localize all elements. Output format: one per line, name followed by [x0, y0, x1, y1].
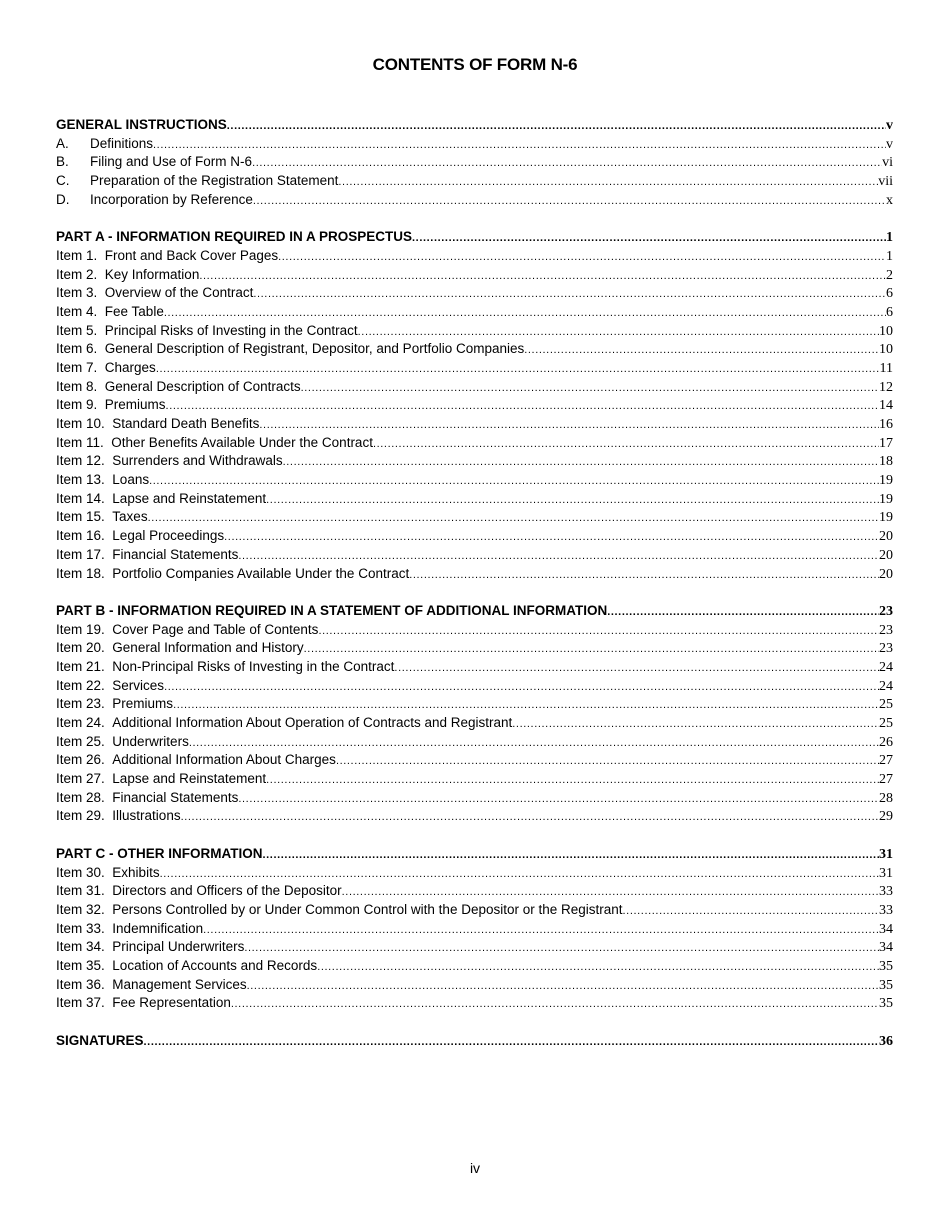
toc-entry[interactable]: [56, 322, 893, 341]
toc-entry-label: [56, 303, 164, 322]
toc-entry-number: Item 18.: [56, 565, 105, 581]
toc-entry-title: Lapse and Reinstatement: [112, 771, 267, 787]
toc-entry[interactable]: [56, 789, 893, 808]
page-reference: 23: [879, 603, 893, 619]
page-reference: 24: [879, 678, 893, 694]
dot-leader: [238, 547, 879, 565]
toc-entry[interactable]: [56, 247, 893, 266]
toc-entry-number: Item 25.: [56, 733, 105, 749]
toc-section: [56, 845, 893, 1013]
page-reference: 19: [879, 491, 893, 507]
toc-entry[interactable]: [56, 733, 893, 752]
toc-entry-number: Item 19.: [56, 621, 105, 637]
page-reference: 20: [879, 529, 893, 545]
toc-entry[interactable]: [56, 284, 893, 303]
dot-leader: [409, 566, 879, 584]
page-reference: 31: [879, 846, 893, 862]
toc-entry-title: Standard Death Benefits: [112, 416, 260, 431]
section-heading-label: PART A - INFORMATION REQUIRED IN A PROSPECTUS: [56, 229, 413, 245]
page-reference: 14: [879, 398, 893, 414]
dot-leader: [252, 154, 882, 172]
toc-entry-label: [56, 546, 238, 565]
page-reference: 24: [879, 659, 893, 675]
toc-entry[interactable]: [56, 266, 893, 285]
page-reference: 29: [879, 809, 893, 825]
toc-entry-title: Charges: [104, 359, 156, 375]
toc-entry-label: [56, 508, 148, 527]
dot-leader: [283, 453, 879, 471]
toc-entry-number: Item 22.: [56, 677, 105, 693]
dot-leader: [253, 192, 886, 210]
toc-entry-number: Item 36.: [56, 976, 105, 992]
toc-entry[interactable]: [56, 565, 893, 584]
page-reference: 6: [886, 286, 893, 302]
toc-entry[interactable]: [56, 957, 893, 976]
page-reference: 16: [879, 417, 893, 432]
toc-entry-title: Location of Accounts and Records: [112, 957, 318, 973]
toc-entry[interactable]: [56, 490, 893, 509]
toc-entry[interactable]: [56, 920, 893, 939]
toc-entry-number: Item 12.: [56, 453, 105, 469]
dot-leader: [358, 323, 879, 341]
page-reference: 1: [886, 248, 893, 264]
toc-entry[interactable]: [56, 359, 893, 378]
page-reference: v: [886, 136, 893, 152]
page-reference: 28: [879, 790, 893, 806]
page-reference: vi: [882, 155, 893, 171]
toc-entry[interactable]: [56, 938, 893, 957]
dot-leader: [238, 790, 879, 808]
dot-leader: [318, 622, 879, 640]
toc-entry[interactable]: [56, 378, 893, 397]
toc-entry-label: [56, 322, 358, 341]
toc-entry-label: [56, 751, 336, 770]
dot-leader: [181, 808, 879, 826]
page-reference: 26: [879, 734, 893, 750]
toc-entry-number: Item 33.: [56, 920, 105, 936]
toc-entry[interactable]: [56, 751, 893, 770]
dot-leader: [266, 491, 879, 509]
dot-leader: [160, 865, 879, 883]
toc-entry-label: [56, 340, 524, 359]
toc-entry-title: Services: [112, 677, 165, 693]
toc-entry-label: [56, 172, 338, 191]
toc-entry-label: [56, 677, 164, 696]
page-reference: 19: [879, 510, 893, 526]
section-heading-label: PART B - INFORMATION REQUIRED IN A STATEMENT OF ADDITIONAL INFORMATION: [56, 602, 608, 618]
toc-entry-label: [56, 247, 278, 266]
toc-entry-title: Illustrations: [112, 808, 181, 824]
dot-leader: [524, 341, 879, 359]
toc-entry-title: General Description of Registrant, Depositor, and Portfolio Companies: [104, 341, 525, 357]
section-heading-label: PART C - OTHER INFORMATION: [56, 845, 263, 861]
toc-entry-number: Item 9.: [56, 397, 98, 413]
toc-entry[interactable]: [56, 882, 893, 901]
toc-entry-number: Item 2.: [56, 266, 98, 282]
dot-leader: [203, 921, 879, 939]
toc-entry-number: Item 16.: [56, 528, 105, 544]
toc-entry-number: Item 24.: [56, 715, 105, 730]
toc-entry-number: Item 14.: [56, 490, 105, 506]
toc-entry-label: [56, 135, 153, 154]
toc-entry[interactable]: [56, 527, 893, 546]
toc-entry-number: Item 6.: [56, 341, 98, 357]
dot-leader: [144, 1033, 879, 1051]
page-reference: 34: [879, 921, 893, 937]
toc-entry-number: Item 29.: [56, 808, 105, 824]
toc-entry-title: Indemnification: [112, 920, 204, 936]
toc-entry-number: C.: [56, 173, 70, 189]
toc-entry-title: Persons Controlled by or Under Common Control with the Depositor or the Registrant: [112, 901, 623, 917]
toc-entry[interactable]: [56, 303, 893, 322]
page-reference: 27: [879, 772, 893, 788]
toc-entry[interactable]: [56, 807, 893, 826]
toc-entry-label: [56, 415, 259, 434]
toc-entry-number: Item 8.: [56, 378, 98, 394]
dot-leader: [259, 416, 879, 434]
dot-leader: [373, 435, 879, 453]
toc-entry[interactable]: [56, 153, 893, 172]
page-reference: 23: [879, 622, 893, 638]
toc-entry-title: Fee Representation: [112, 995, 231, 1011]
page-reference: 33: [879, 902, 893, 918]
dot-leader: [512, 715, 879, 733]
toc-entry-title: Filing and Use of Form N-6: [90, 154, 253, 170]
toc-entry-title: Key Information: [104, 266, 200, 282]
toc-entry-title: Portfolio Companies Available Under the Contract: [112, 565, 410, 581]
toc-entry-title: Principal Underwriters: [112, 939, 245, 955]
toc-entry-title: Exhibits: [112, 864, 160, 880]
toc-entry[interactable]: [56, 452, 893, 471]
toc-entry[interactable]: [56, 994, 893, 1013]
section-heading-label: SIGNATURES: [56, 1032, 144, 1048]
toc-entry-title: Legal Proceedings: [112, 528, 225, 544]
page-reference: 33: [879, 884, 893, 900]
toc-entry[interactable]: [56, 677, 893, 696]
toc-section: [56, 1032, 893, 1051]
dot-leader: [224, 528, 879, 546]
page-reference: 35: [879, 958, 893, 974]
page-reference: 10: [879, 342, 893, 358]
toc-entry-number: Item 30.: [56, 864, 105, 880]
toc-entry-title: Financial Statements: [112, 546, 239, 562]
toc-entry-label: [56, 957, 317, 976]
page-reference: 27: [879, 753, 893, 769]
toc-entry-label: [56, 658, 394, 677]
toc-entry-title: Preparation of the Registration Statement: [90, 173, 339, 189]
dot-leader: [338, 173, 878, 191]
toc-entry[interactable]: [56, 658, 893, 677]
toc-entry-label: [56, 153, 252, 172]
dot-leader: [156, 360, 880, 378]
toc-entry-title: Management Services: [112, 976, 247, 992]
toc-entry-label: [56, 789, 238, 808]
toc-entry-number: Item 17.: [56, 546, 105, 562]
toc-entry-label: [56, 901, 623, 920]
toc-entry-label: [56, 490, 266, 509]
toc-section-heading[interactable]: [56, 602, 893, 621]
toc-entry-number: B.: [56, 154, 69, 170]
page-reference: 23: [879, 641, 893, 657]
toc-entry[interactable]: [56, 434, 893, 453]
toc-entry-label: [56, 266, 199, 285]
page-reference: v: [886, 118, 893, 133]
page-reference: 25: [879, 697, 893, 713]
dot-leader: [253, 285, 886, 303]
page-number: iv: [469, 1160, 481, 1176]
toc-entry[interactable]: [56, 546, 893, 565]
dot-leader: [149, 472, 879, 490]
toc-entry[interactable]: [56, 864, 893, 883]
page-reference: 17: [879, 435, 893, 451]
toc-section-heading[interactable]: [56, 1032, 893, 1051]
toc-entry-title: Incorporation by Reference: [90, 191, 253, 207]
dot-leader: [231, 995, 879, 1013]
toc-entry-number: Item 15.: [56, 509, 105, 525]
toc-entry-title: Underwriters: [112, 733, 189, 749]
dot-leader: [394, 659, 879, 677]
page-reference: 2: [886, 267, 893, 283]
dot-leader: [199, 267, 886, 285]
toc-entry[interactable]: [56, 976, 893, 995]
toc-entry-number: Item 10.: [56, 416, 105, 431]
toc-entry-label: [56, 864, 160, 883]
toc-entry[interactable]: [56, 471, 893, 490]
toc-entry-number: Item 35.: [56, 957, 105, 973]
toc-entry[interactable]: [56, 901, 893, 920]
toc-entry-label: [56, 994, 231, 1013]
dot-leader: [342, 883, 879, 901]
toc-entry-label: [56, 452, 283, 471]
toc-entry-title: Financial Statements: [112, 789, 239, 805]
toc-entry-number: Item 21.: [56, 658, 105, 674]
toc-entry[interactable]: [56, 191, 893, 210]
dot-leader: [166, 397, 879, 415]
toc-entry-label: [56, 471, 149, 490]
dot-leader: [336, 752, 879, 770]
page-reference: 20: [879, 547, 893, 563]
dot-leader: [623, 902, 879, 920]
dot-leader: [278, 248, 886, 266]
toc-entry-label: [56, 284, 253, 303]
toc-entry-number: Item 3.: [56, 285, 98, 301]
page-reference: 1: [886, 230, 893, 246]
toc-entry-number: D.: [56, 191, 70, 207]
dot-leader: [607, 603, 879, 621]
toc-entry-label: [56, 733, 189, 752]
toc-entry-label: [56, 434, 373, 453]
toc-entry-number: Item 13.: [56, 472, 105, 488]
toc-entry-title: Premiums: [112, 696, 174, 712]
dot-leader: [412, 229, 886, 247]
toc-entry-number: Item 11.: [56, 434, 104, 450]
toc-entry-title: Surrenders and Withdrawals: [112, 453, 283, 469]
toc-entry-title: General Information and History: [112, 640, 304, 656]
page-reference: 6: [886, 304, 893, 320]
toc-section: [56, 602, 893, 826]
page-reference: 31: [879, 865, 893, 881]
toc-entry-title: Other Benefits Available Under the Contract: [111, 434, 373, 450]
toc-entry-title: Loans: [112, 472, 150, 488]
toc-entry-label: [56, 565, 409, 584]
toc-entry-label: [56, 770, 266, 789]
page-reference: vii: [878, 174, 893, 190]
toc-entry-number: Item 37.: [56, 995, 105, 1011]
toc-entry-number: Item 23.: [56, 696, 105, 712]
dot-leader: [173, 696, 879, 714]
toc-entry-title: Cover Page and Table of Contents: [112, 621, 319, 637]
toc-entry-number: Item 32.: [56, 901, 105, 917]
toc-entry-title: Taxes: [112, 509, 148, 525]
toc-entry-label: [56, 359, 156, 378]
toc-entry-number: Item 1.: [56, 247, 98, 263]
toc-entry-title: Fee Table: [104, 303, 164, 319]
toc-entry-label: [56, 976, 247, 995]
toc-entry-label: [56, 938, 244, 957]
toc-entry-number: Item 27.: [56, 771, 105, 787]
toc-entry[interactable]: [56, 135, 893, 154]
page-reference: 25: [879, 716, 893, 731]
toc-entry-number: A.: [56, 135, 69, 151]
table-of-contents: [56, 116, 893, 1069]
toc-entry-title: Additional Information About Operation of Contracts and Registrant: [112, 715, 513, 730]
section-heading-label: GENERAL INSTRUCTIONS: [56, 117, 227, 132]
dot-leader: [317, 958, 879, 976]
dot-leader: [148, 509, 879, 527]
page-reference: 10: [879, 323, 893, 339]
toc-entry-number: Item 20.: [56, 640, 105, 656]
toc-entry-title: Front and Back Cover Pages: [104, 247, 279, 263]
toc-entry-number: Item 34.: [56, 939, 105, 955]
toc-section: [56, 228, 893, 583]
page-reference: 20: [879, 566, 893, 582]
toc-entry-number: Item 31.: [56, 883, 105, 899]
toc-entry-number: Item 4.: [56, 303, 98, 319]
toc-entry[interactable]: [56, 639, 893, 658]
page-reference: 11: [879, 360, 893, 376]
toc-entry-label: [56, 882, 342, 901]
toc-entry[interactable]: [56, 621, 893, 640]
dot-leader: [164, 678, 879, 696]
toc-entry[interactable]: [56, 172, 893, 191]
toc-entry-title: Lapse and Reinstatement: [112, 490, 267, 506]
toc-entry-label: [56, 920, 203, 939]
page-reference: 35: [879, 977, 893, 993]
toc-entry-label: [56, 191, 253, 210]
toc-entry-number: Item 28.: [56, 789, 105, 805]
dot-leader: [266, 771, 879, 789]
dot-leader: [164, 304, 886, 322]
toc-entry[interactable]: [56, 508, 893, 527]
toc-entry-number: Item 5.: [56, 322, 98, 338]
toc-section-heading[interactable]: [56, 845, 893, 864]
toc-section-heading[interactable]: [56, 116, 893, 135]
dot-leader: [227, 117, 886, 135]
toc-entry-label: [56, 621, 318, 640]
toc-entry-number: Item 7.: [56, 359, 98, 375]
toc-entry-title: Non-Principal Risks of Investing in the Contract: [112, 658, 395, 674]
page-reference: 34: [879, 940, 893, 956]
dot-leader: [301, 379, 879, 397]
toc-section: [56, 116, 893, 209]
toc-entry-label: [56, 378, 301, 397]
toc-entry-title: Principal Risks of Investing in the Contract: [104, 322, 358, 338]
dot-leader: [244, 939, 879, 957]
toc-entry-title: Overview of the Contract: [104, 285, 254, 301]
toc-entry[interactable]: [56, 770, 893, 789]
toc-entry-number: Item 26.: [56, 752, 105, 768]
toc-entry[interactable]: [56, 714, 893, 733]
toc-section-heading[interactable]: [56, 228, 893, 247]
toc-entry-title: Directors and Officers of the Depositor: [112, 883, 342, 899]
page-reference: x: [886, 192, 893, 208]
toc-entry-title: Definitions: [90, 135, 154, 151]
toc-entry-title: Additional Information About Charges: [112, 752, 336, 768]
page-reference: 35: [879, 996, 893, 1012]
toc-entry-label: [56, 714, 512, 733]
toc-entry-title: General Description of Contracts: [104, 378, 301, 394]
toc-entry[interactable]: [56, 415, 893, 434]
page-reference: 19: [879, 473, 893, 489]
dot-leader: [189, 734, 879, 752]
toc-entry-label: [56, 695, 173, 714]
toc-entry[interactable]: [56, 340, 893, 359]
toc-entry[interactable]: [56, 396, 893, 415]
dot-leader: [304, 640, 879, 658]
page-title: CONTENTS OF FORM N-6: [372, 55, 578, 74]
page-reference: 18: [879, 454, 893, 470]
dot-leader: [262, 846, 879, 864]
page-reference: 36: [879, 1033, 893, 1049]
toc-entry-title: Premiums: [104, 397, 166, 413]
toc-entry-label: [56, 639, 304, 658]
page-reference: 12: [879, 379, 893, 395]
dot-leader: [153, 136, 886, 154]
toc-entry-label: [56, 807, 181, 826]
toc-entry-label: [56, 527, 224, 546]
toc-entry-label: [56, 396, 166, 415]
toc-entry[interactable]: [56, 695, 893, 714]
dot-leader: [247, 977, 879, 995]
